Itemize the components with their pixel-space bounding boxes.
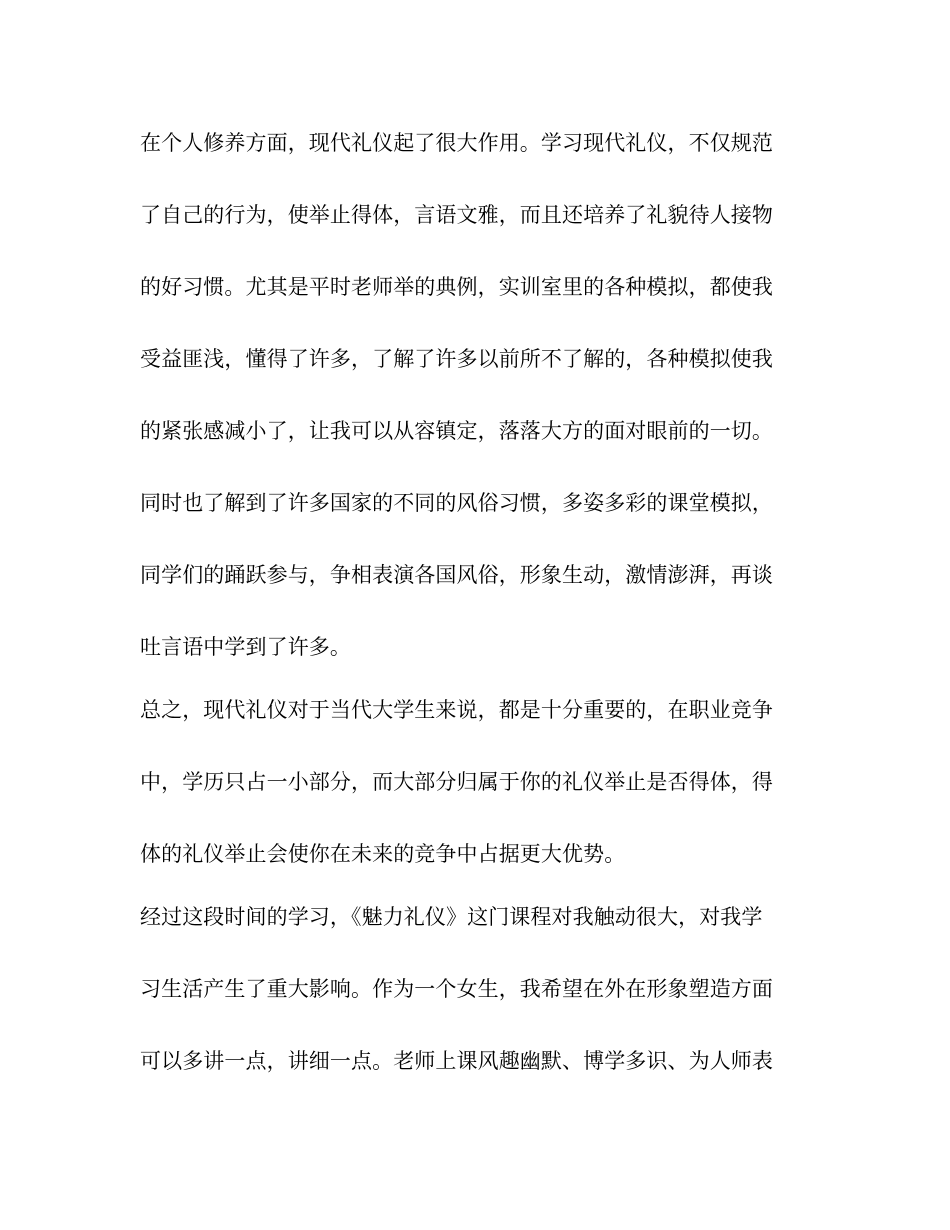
text-line: 在个人修养方面，现代礼仪起了很大作用。学习现代礼仪，不仅规范 bbox=[140, 131, 773, 155]
text-line: 的紧张感减小了，让我可以从容镇定，落落大方的面对眼前的一切。 bbox=[140, 419, 773, 443]
text-line: 中，学历只占一小部分，而大部分归属于你的礼仪举止是否得体，得 bbox=[140, 770, 773, 794]
text-line: 吐言语中学到了许多。 bbox=[140, 635, 351, 659]
text-line: 体的礼仪举止会使你在未来的竞争中占据更大优势。 bbox=[140, 842, 626, 866]
text-line: 受益匪浅，懂得了许多，了解了许多以前所不了解的，各种模拟使我 bbox=[140, 347, 773, 371]
text-line: 习生活产生了重大影响。作为一个女生，我希望在外在形象塑造方面 bbox=[140, 977, 773, 1001]
text-line: 同时也了解到了许多国家的不同的风俗习惯，多姿多彩的课堂模拟， bbox=[140, 491, 773, 515]
text-line: 经过这段时间的学习，《魅力礼仪》这门课程对我触动很大，对我学 bbox=[140, 905, 763, 929]
text-line: 的好习惯。尤其是平时老师举的典例，实训室里的各种模拟，都使我 bbox=[140, 275, 773, 299]
text-line: 总之，现代礼仪对于当代大学生来说，都是十分重要的，在职业竞争 bbox=[140, 698, 773, 722]
text-line: 可以多讲一点，讲细一点。老师上课风趣幽默、博学多识、为人师表 bbox=[140, 1049, 773, 1073]
text-line: 了自己的行为，使举止得体，言语文雅，而且还培养了礼貌待人接物 bbox=[140, 203, 773, 227]
text-line: 同学们的踊跃参与，争相表演各国风俗，形象生动，激情澎湃，再谈 bbox=[140, 563, 773, 587]
